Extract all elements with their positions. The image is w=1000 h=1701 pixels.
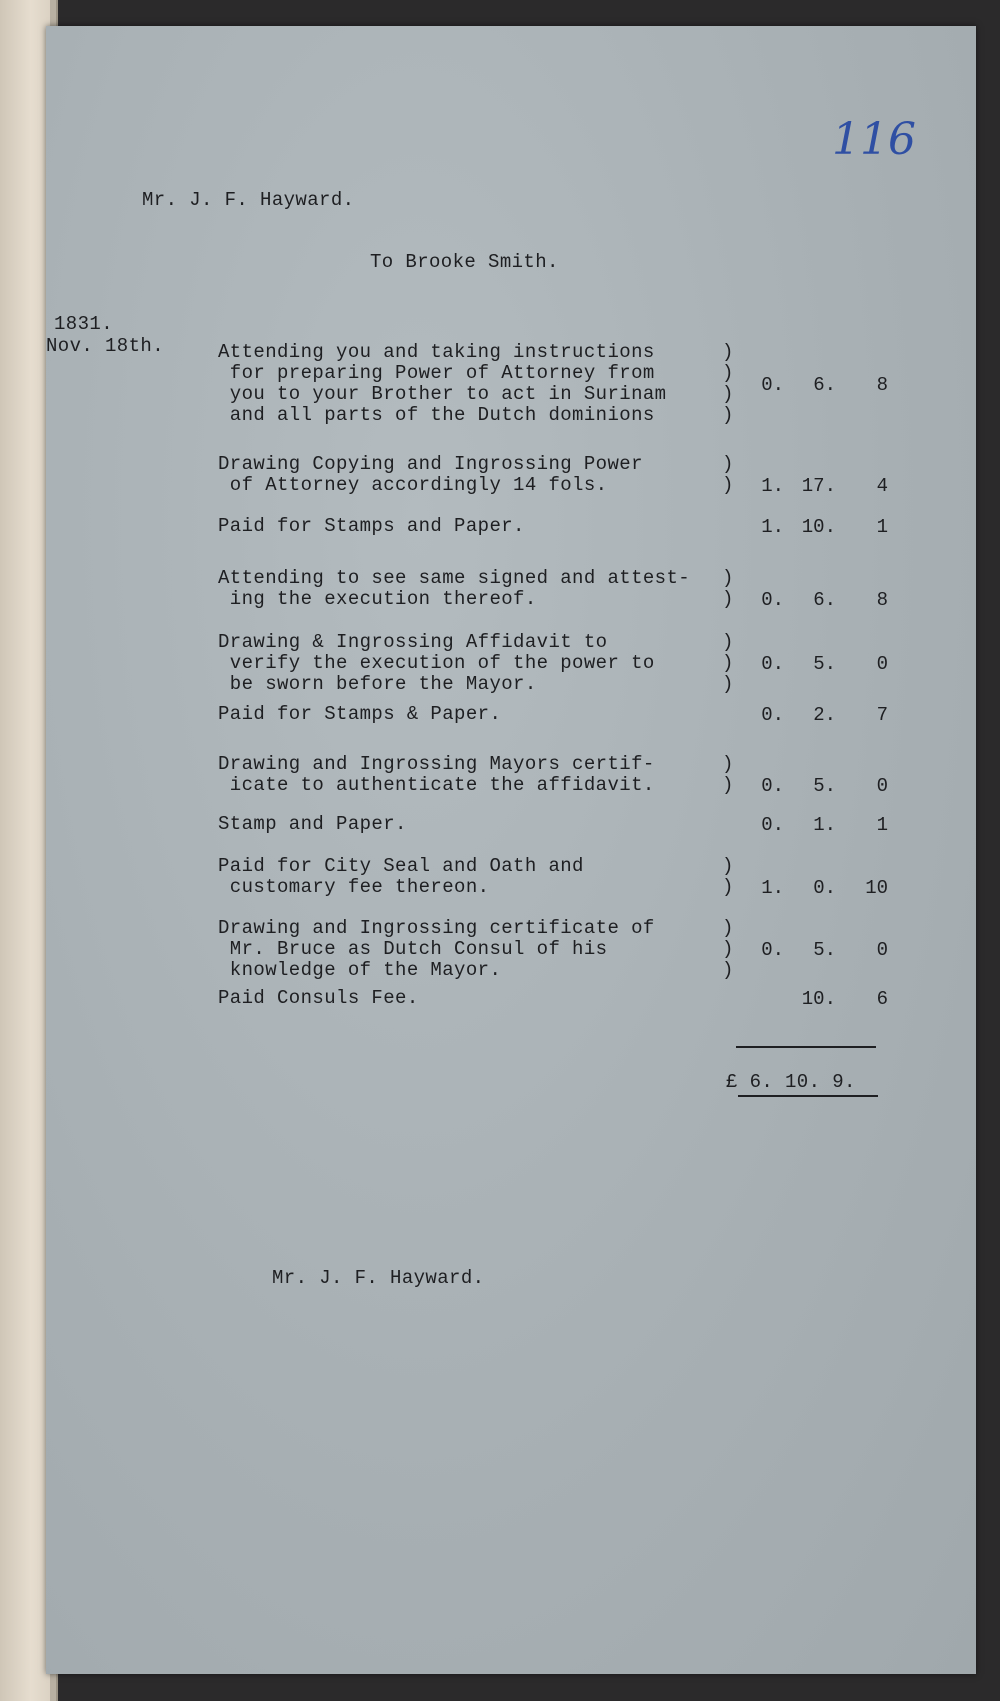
brace: ) ) ) — [722, 917, 734, 981]
addressee: Mr. J. F. Hayward. — [142, 189, 355, 211]
description-line: icate to authenticate the affidavit. — [218, 774, 655, 796]
amount-pounds: 0. — [761, 589, 784, 611]
amount-pounds: 1. — [761, 516, 784, 538]
description-line: Paid for Stamps & Paper. — [218, 703, 502, 725]
amount-pence: 0 — [876, 939, 888, 961]
description-line: and all parts of the Dutch dominions — [218, 404, 655, 426]
amount-pounds: 0. — [761, 939, 784, 961]
ledger-item-description — [218, 754, 655, 796]
amount-shillings: 17. — [801, 475, 836, 497]
amount-pence: 1 — [876, 814, 888, 836]
ledger-item-description — [218, 918, 655, 981]
page-number: 116 — [832, 114, 916, 165]
amount-shillings: 6. — [813, 373, 836, 396]
amount-shillings: 10. — [801, 516, 836, 538]
total-amount: £ 6. 10. 9. — [726, 1071, 856, 1093]
amount-pounds: 1. — [761, 877, 784, 899]
description-line: Attending you and taking instructions — [218, 341, 655, 363]
description-line: be sworn before the Mayor. — [218, 673, 537, 695]
amount-pounds: 0. — [761, 653, 784, 675]
from-line: To Brooke Smith. — [370, 251, 559, 273]
brace: ) ) — [722, 855, 734, 898]
sum-rule — [736, 1046, 876, 1048]
amount-pounds: 0. — [761, 373, 784, 396]
amount-shillings: 5. — [813, 775, 836, 797]
footer-addressee: Mr. J. F. Hayward. — [272, 1267, 485, 1289]
brace: ) ) — [722, 567, 734, 610]
date: Nov. 18th. — [46, 335, 165, 357]
total-underline — [738, 1095, 878, 1097]
amount-pence: 0 — [876, 775, 888, 797]
amount-pounds: 0. — [761, 814, 784, 836]
description-line: Paid for City Seal and Oath and — [218, 855, 584, 877]
brace: ) ) ) — [722, 631, 734, 695]
ledger-item-description — [218, 704, 501, 725]
description-line: verify the execution of the power to — [218, 652, 655, 674]
description-line: Stamp and Paper. — [218, 813, 407, 835]
description-line: customary fee thereon. — [218, 876, 490, 898]
description-line: Drawing Copying and Ingrossing Power — [218, 453, 643, 475]
amount-pounds: 1. — [761, 475, 784, 497]
ledger-item-description — [218, 988, 419, 1009]
amount-shillings: 10. — [801, 988, 836, 1010]
description-line: of Attorney accordingly 14 fols. — [218, 474, 608, 496]
ledger-item-description — [218, 454, 643, 496]
description-line: Drawing and Ingrossing certificate of — [218, 917, 655, 939]
description-line: Drawing & Ingrossing Affidavit to — [218, 631, 608, 653]
ledger-item-description — [218, 632, 655, 695]
ledger-item-description — [218, 568, 690, 610]
description-line: Mr. Bruce as Dutch Consul of his — [218, 938, 608, 960]
brace: ) ) — [722, 753, 734, 796]
amount-pence: 0 — [876, 653, 888, 675]
description-line: for preparing Power of Attorney from — [218, 362, 655, 384]
amount-pounds: 0. — [761, 775, 784, 797]
amount-shillings: 1. — [813, 814, 836, 836]
amount-pence: 7 — [876, 704, 888, 726]
description-line: Paid for Stamps and Paper. — [218, 515, 525, 537]
ledger-item-description — [218, 814, 407, 835]
description-line: Drawing and Ingrossing Mayors certif- — [218, 753, 655, 775]
year: 1831. — [54, 313, 114, 335]
amount-shillings: 0. — [813, 877, 836, 899]
ledger-item-description — [218, 856, 584, 898]
description-line: knowledge of the Mayor. — [218, 959, 502, 981]
description-line: Attending to see same signed and attest- — [218, 567, 691, 589]
amount-shillings: 5. — [813, 653, 836, 675]
description-line: Paid Consuls Fee. — [218, 987, 419, 1009]
document-page — [46, 26, 976, 1674]
amount-pence: 6 — [876, 988, 888, 1010]
amount-shillings: 2. — [813, 704, 836, 726]
amount-pence: 1 — [876, 516, 888, 538]
ledger-item-description — [218, 342, 666, 426]
amount-pence: 8 — [876, 589, 888, 611]
ledger-item-description — [218, 516, 525, 537]
amount-pence: 8 — [876, 373, 888, 396]
amount-pounds: 0. — [761, 704, 784, 726]
description-line: you to your Brother to act in Surinam — [218, 383, 667, 405]
amount-shillings: 5. — [813, 939, 836, 961]
brace: ) ) ) ) — [722, 341, 734, 426]
description-line: ing the execution thereof. — [218, 588, 537, 610]
brace: ) ) — [722, 453, 734, 496]
amount-pence: 10 — [865, 877, 888, 899]
amount-pence: 4 — [876, 475, 888, 497]
amount-shillings: 6. — [813, 589, 836, 611]
